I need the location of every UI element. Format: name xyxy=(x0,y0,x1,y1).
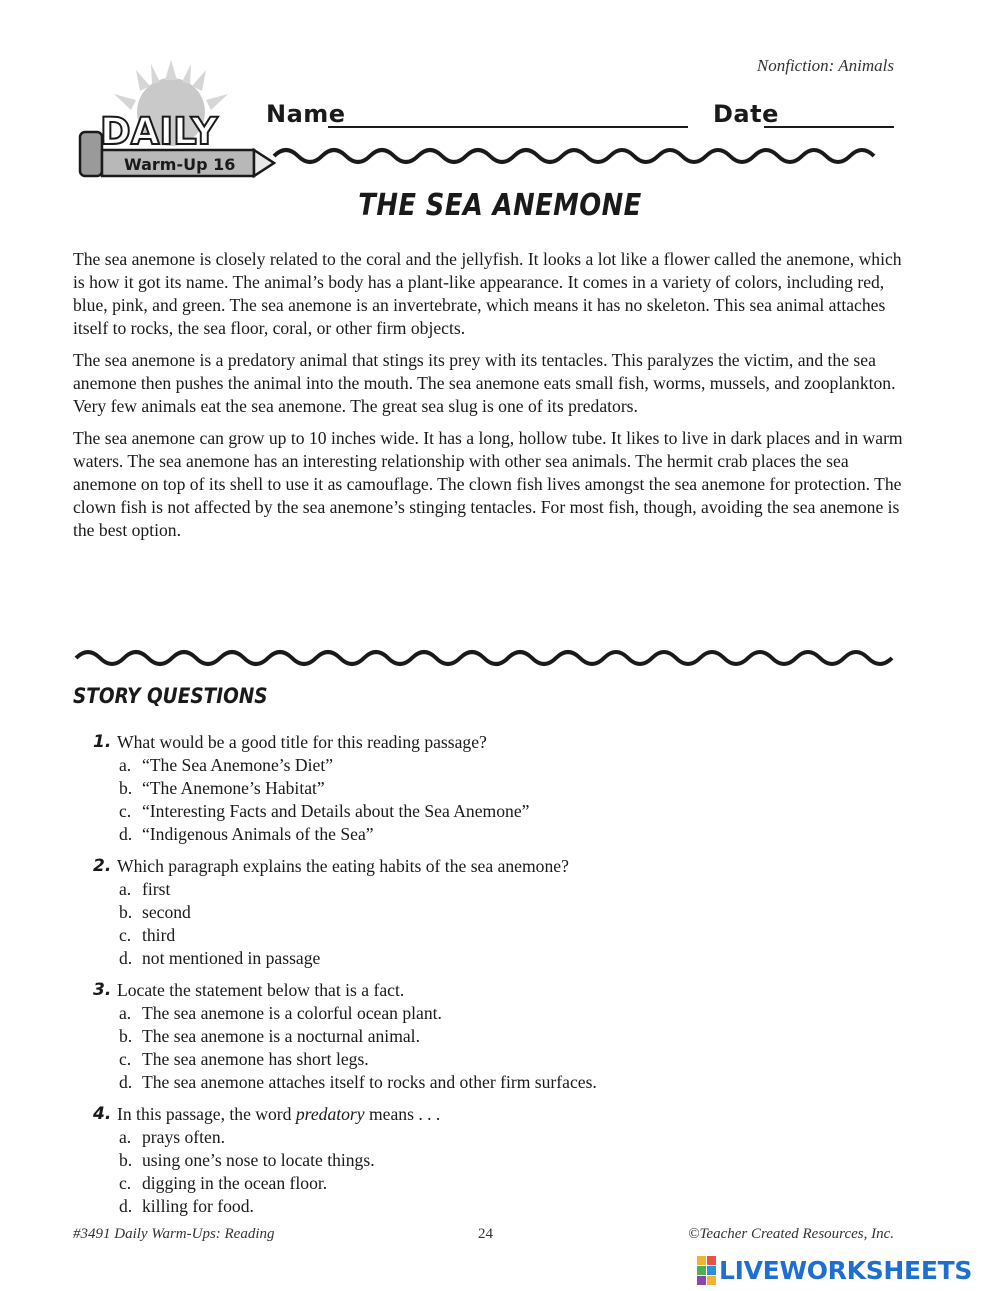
question-4 xyxy=(93,1103,913,1218)
question-stem: In this passage, the word predatory means . . . xyxy=(117,1104,441,1124)
date-label: Date xyxy=(713,100,779,128)
page-title: THE SEA ANEMONE xyxy=(358,188,642,223)
answer-option[interactable]: b. The sea anemone is a nocturnal animal. xyxy=(119,1026,420,1046)
answer-option[interactable]: c. The sea anemone has short legs. xyxy=(119,1049,369,1069)
header-wavy-divider xyxy=(74,140,896,170)
answer-option[interactable]: b. second xyxy=(119,902,191,922)
liveworksheets-blocks-icon xyxy=(697,1256,716,1285)
question-stem: Which paragraph explains the eating habits of the sea anemone? xyxy=(117,856,569,876)
answer-option[interactable]: a. The sea anemone is a colorful ocean plant. xyxy=(119,1003,442,1023)
passage-paragraph-3: The sea anemone can grow up to 10 inches wide. It has a long, hollow tube. It likes to live in dark places and in warm waters. The sea anemone has an interesting relationship with other sea animals. The hermit crab places the sea anemone on top of its shell to use it as camouflage. The clown fish lives amongst the sea anemone for protection. The clown fish is not affected by the sea anemone’s stinging tentacles. For most fish, though, avoiding the sea anemone is the best option. xyxy=(73,428,903,540)
name-label: Name xyxy=(266,100,346,128)
answer-option[interactable]: c. “Interesting Facts and Details about the Sea Anemone” xyxy=(119,801,530,821)
answer-option[interactable]: d. The sea anemone attaches itself to rocks and other firm surfaces. xyxy=(119,1072,597,1092)
passage-paragraph-1: The sea anemone is closely related to the coral and the jellyfish. It looks a lot like a flower called the anemone, which is how it got its name. The animal’s body has a plant-like appearance. It comes in a variety of colors, including red, blue, pink, and green. The sea anemone is an invertebrate, which means it has no skeleton. This sea animal attaches itself to rocks, the sea floor, coral, or other firm objects. xyxy=(73,249,902,338)
logo-word: DAILY xyxy=(100,110,218,153)
question-2 xyxy=(93,855,913,970)
reading-passage xyxy=(73,248,903,551)
answer-option[interactable]: a. first xyxy=(119,879,171,899)
answer-option[interactable]: d. killing for food. xyxy=(119,1196,254,1216)
question-stem: Locate the statement below that is a fact. xyxy=(117,980,405,1000)
passage-paragraph-2: The sea anemone is a predatory animal that stings its prey with its tentacles. This paralyzes the victim, and the sea anemone then pushes the animal into the mouth. The sea anemone eats small fish, worms, mussels, and zooplankton. Very few animals eat the sea anemone. The great sea slug is one of its predators. xyxy=(73,350,896,416)
answer-option[interactable]: b. “The Anemone’s Habitat” xyxy=(119,778,325,798)
answer-option[interactable]: c. third xyxy=(119,925,176,945)
answer-option[interactable]: b. using one’s nose to locate things. xyxy=(119,1150,375,1170)
question-number: 3. xyxy=(93,980,112,1000)
answer-option[interactable]: a. “The Sea Anemone’s Diet” xyxy=(119,755,334,775)
question-1 xyxy=(93,731,913,846)
footer-book-title: #3491 Daily Warm-Ups: Reading xyxy=(73,1226,275,1242)
footer-copyright: ©Teacher Created Resources, Inc. xyxy=(688,1226,894,1242)
liveworksheets-logo[interactable] xyxy=(697,1256,972,1285)
answer-option[interactable]: a. prays often. xyxy=(119,1127,226,1147)
section-wavy-divider xyxy=(74,642,896,672)
question-number: 2. xyxy=(93,856,112,876)
category-label: Nonfiction: Animals xyxy=(756,56,894,75)
answer-option[interactable]: c. digging in the ocean floor. xyxy=(119,1173,328,1193)
logo-subtitle: Warm-Up 16 xyxy=(124,155,236,174)
question-number: 1. xyxy=(93,732,112,752)
footer-page-number: 24 xyxy=(478,1226,493,1242)
questions-list xyxy=(93,731,913,1227)
date-field[interactable] xyxy=(764,126,894,128)
question-stem: What would be a good title for this reading passage? xyxy=(117,732,487,752)
questions-heading: STORY QUESTIONS xyxy=(73,684,268,708)
answer-option[interactable]: d. “Indigenous Animals of the Sea” xyxy=(119,824,374,844)
answer-option[interactable]: d. not mentioned in passage xyxy=(119,948,321,968)
question-number: 4. xyxy=(93,1104,112,1124)
liveworksheets-wordmark: LIVEWORKSHEETS xyxy=(719,1256,973,1285)
question-3 xyxy=(93,979,913,1094)
name-field[interactable] xyxy=(328,126,688,128)
